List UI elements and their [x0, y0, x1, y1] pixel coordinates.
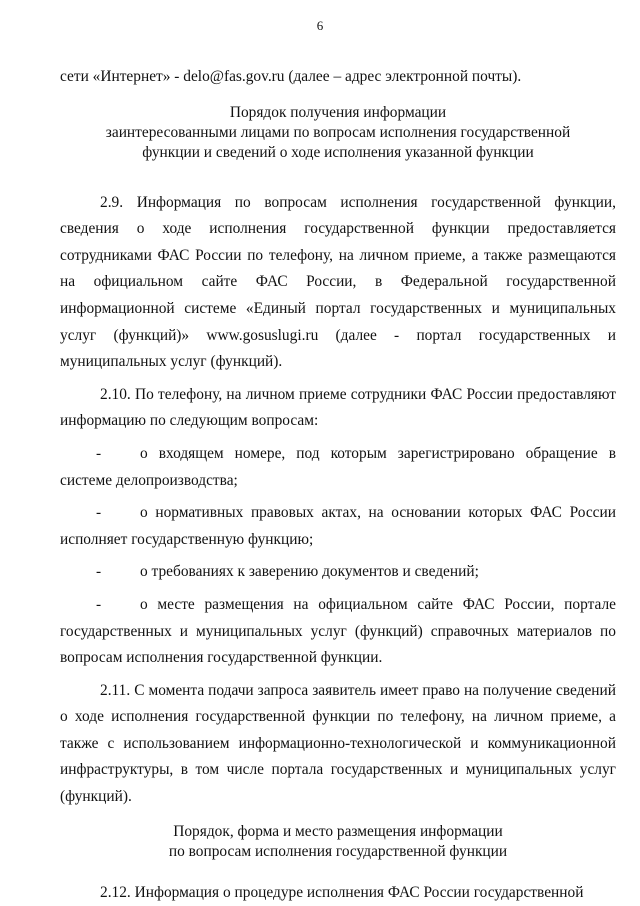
list-dash: - [96, 444, 102, 462]
list-item-text: о входящем номере, под которым зарегистрировано обращение в системе делопроизводства; [60, 444, 616, 489]
list-item [60, 441, 616, 494]
continuation-text: сети «Интернет» - delo@fas.gov.ru (далее – адрес электронной почты). [60, 68, 522, 85]
list-item [60, 559, 616, 586]
heading-line: по вопросам исполнения государственной функции [168, 842, 508, 860]
heading-line: Порядок получения информации [229, 103, 447, 121]
document-body [60, 64, 616, 906]
paragraph-2-12: 2.12. Информация о процедуре исполнения ФАС России государственной [100, 883, 584, 901]
list-dash: - [96, 563, 102, 581]
list-dash: - [96, 595, 102, 613]
heading-line: Порядок, форма и место размещения информации [173, 822, 503, 840]
section-heading-info-order [60, 103, 616, 163]
list-dash: - [96, 504, 102, 522]
heading-line: функции и сведений о ходе исполнения указанной функции [142, 143, 534, 161]
heading-line: заинтересованными лицами по вопросам исполнения государственной [105, 123, 571, 141]
list-item [60, 592, 616, 672]
list-item-text: о требованиях к заверению документов и сведений; [140, 563, 479, 581]
list-item-text: о нормативных правовых актах, на основании которых ФАС России исполняет государственную функцию; [60, 504, 616, 548]
section-heading-info-placement [60, 822, 616, 862]
paragraph-2-10: 2.10. По телефону, на личном приеме сотрудники ФАС России предоставляют информацию по следующим вопросам: [60, 385, 616, 430]
page-number: 6 [316, 18, 324, 33]
list-item [60, 500, 616, 553]
paragraph-2-9: 2.9. Информация по вопросам исполнения государственной функции, сведения о ходе исполнения государственной функции предоставляется сотрудниками ФАС России по телефону, на личном приеме, а также размещаются на официальном сайте ФАС России, в Федеральной государственной информационной системе «Единый портал государственных и муниципальных услуг (функций)» www.gosuslugi.ru (далее - портал государственных и муниципальных услуг (функций). [60, 193, 616, 371]
list-item-text: о месте размещения на официальном сайте ФАС России, портале государственных и муниципальных услуг (функций) справочных материалов по вопросам исполнения государственной функции. [60, 595, 616, 667]
paragraph-2-11: 2.11. С момента подачи запроса заявитель имеет право на получение сведений о ходе исполнения государственной функции по телефону, на личном приеме, а также с использованием информационно-технологической и коммуникационной инфраструктуры, в том числе портала государственных и муниципальных услуг (функций). [60, 681, 616, 806]
